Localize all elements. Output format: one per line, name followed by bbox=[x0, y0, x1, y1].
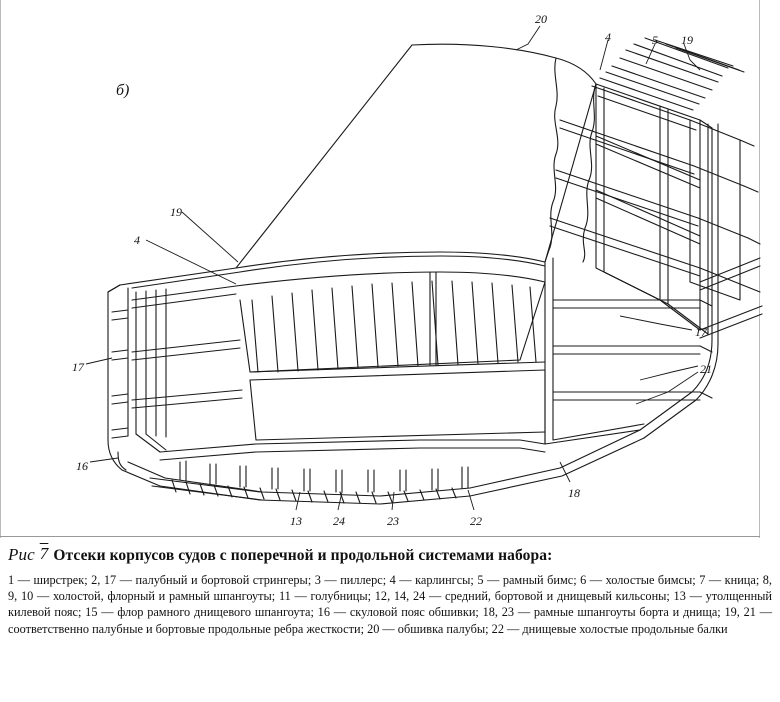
leader-22 bbox=[468, 490, 474, 510]
callout-16: 16 bbox=[76, 459, 88, 473]
figure-caption bbox=[8, 545, 772, 637]
leader-20 bbox=[516, 26, 540, 50]
callout-4-top: 4 bbox=[605, 30, 611, 44]
leader-17-right bbox=[620, 316, 692, 330]
caption-fig-word: Рис bbox=[8, 545, 35, 564]
callout-24: 24 bbox=[333, 514, 345, 528]
leader-4-left bbox=[146, 240, 236, 284]
leader-19-left bbox=[182, 212, 238, 262]
caption-fig-number: 7 bbox=[39, 544, 49, 563]
callout-23: 23 bbox=[387, 514, 399, 528]
caption-legend: 1 — ширстрек; 2, 17 — палубный и бортовой стрингеры; 3 — пиллерс; 4 — карлингсы; 5 — рамный бимс; 6 — холостые бимсы; 7 — кница; 8, 9, 10 — холостой, флорный и рамный шпангоуты; 11 — голубницы; 12, 14, 24 — средний, бортовой и днищевый кильсоны; 13 — утолщенный килевой пояс; 15 — флор рамного днищевого шпангоута; 16 — скуловой пояс обшивки; 18, 23 — рамные шпангоуты борта и днища; 19, 21 — соответственно палубные и бортовые продольные ребра жесткости; 20 — обшивка палубы; 22 — днищевые холостые продольные балки bbox=[8, 573, 772, 636]
leader-21b bbox=[636, 372, 698, 404]
caption-title: Отсеки корпусов судов с поперечной и продольной системами набора: bbox=[53, 547, 553, 564]
callout-22: 22 bbox=[470, 514, 482, 528]
callout-21: 21 bbox=[700, 362, 712, 376]
callout-20: 20 bbox=[535, 12, 547, 26]
callout-19-left: 19 bbox=[170, 205, 182, 219]
callout-17-left: 17 bbox=[72, 360, 84, 374]
callout-4-left: 4 bbox=[134, 233, 140, 247]
callout-17-right: 17 bbox=[695, 325, 707, 339]
leader-18 bbox=[560, 462, 570, 482]
callout-13: 13 bbox=[290, 514, 302, 528]
panel-label: б) bbox=[116, 82, 130, 99]
callout-5: 5 bbox=[652, 33, 658, 47]
callout-18: 18 bbox=[568, 486, 580, 500]
callout-19-top: 19 bbox=[681, 33, 693, 47]
